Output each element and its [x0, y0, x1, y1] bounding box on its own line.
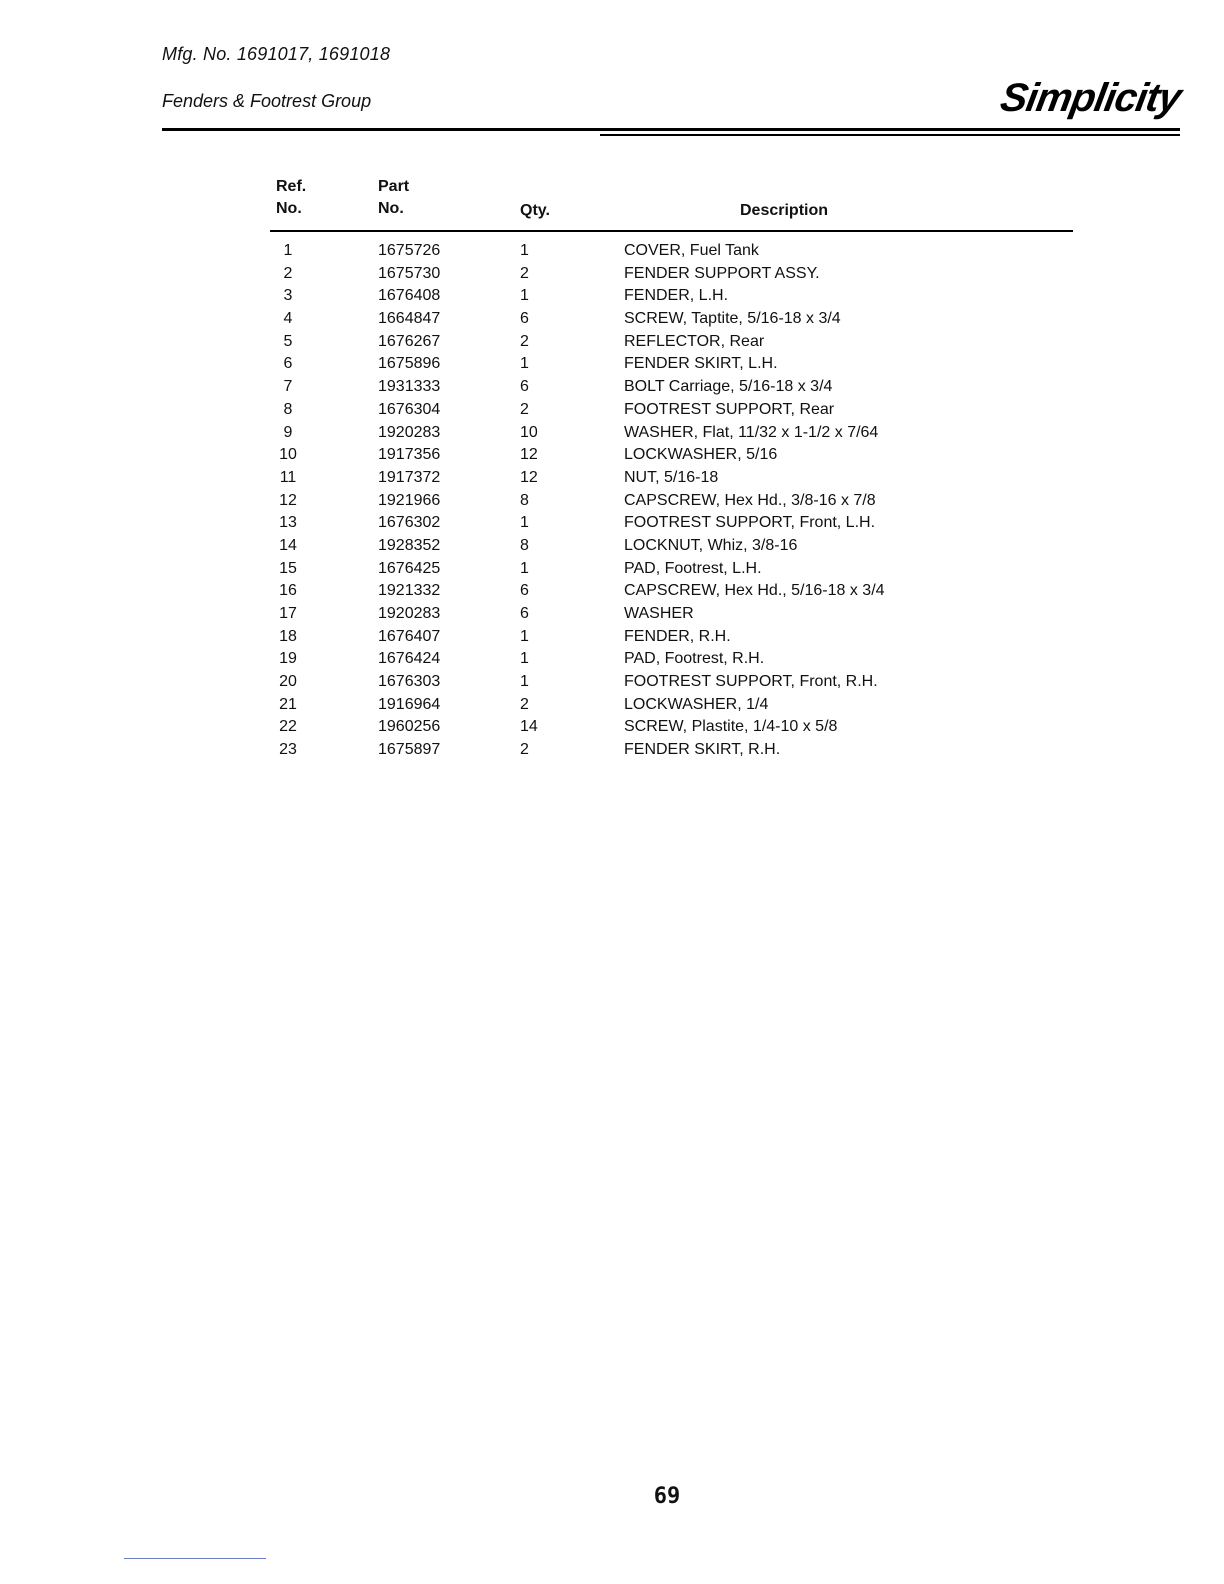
table-row — [270, 535, 1073, 558]
row-ref: 18 — [279, 627, 297, 645]
row-description: SCREW, Taptite, 5/16-18 x 3/4 — [624, 310, 841, 328]
header-rule — [162, 128, 1180, 131]
footer-line — [124, 1558, 266, 1559]
row-ref: 23 — [279, 741, 297, 759]
row-description: FOOTREST SUPPORT, Front, R.H. — [624, 673, 878, 691]
table-row — [270, 648, 1073, 671]
table-row — [270, 694, 1073, 717]
row-qty: 1 — [520, 559, 529, 577]
row-part-number: 1916964 — [378, 695, 441, 713]
row-description: LOCKWASHER, 1/4 — [624, 695, 769, 713]
row-ref: 6 — [283, 355, 293, 373]
row-part-number: 1960256 — [378, 718, 441, 736]
row-ref: 12 — [279, 491, 297, 509]
table-row — [270, 739, 1073, 762]
row-ref: 21 — [279, 695, 297, 713]
row-ref: 19 — [279, 650, 297, 668]
row-description: LOCKNUT, Whiz, 3/8-16 — [624, 536, 798, 554]
row-qty: 2 — [520, 264, 529, 282]
header-ref-line1: Ref. — [276, 178, 307, 195]
table-row — [270, 376, 1073, 399]
row-qty: 1 — [520, 287, 529, 305]
row-description: CAPSCREW, Hex Hd., 5/16-18 x 3/4 — [624, 582, 885, 600]
row-description: PAD, Footrest, R.H. — [624, 650, 765, 668]
row-qty: 2 — [520, 695, 529, 713]
group-title: Fenders & Footrest Group — [162, 91, 372, 111]
table-row — [270, 422, 1073, 445]
table-row — [270, 558, 1073, 581]
table-row — [270, 331, 1073, 354]
row-qty: 8 — [520, 491, 529, 509]
row-part-number: 1928352 — [378, 536, 441, 554]
header-ref — [276, 176, 306, 220]
row-qty: 1 — [520, 650, 529, 668]
table-row — [270, 308, 1073, 331]
row-part-number: 1675897 — [378, 741, 441, 759]
row-ref: 13 — [279, 514, 297, 532]
table-row — [270, 603, 1073, 626]
table-row — [270, 467, 1073, 490]
row-ref: 20 — [279, 673, 297, 691]
row-description: LOCKWASHER, 5/16 — [624, 446, 778, 464]
row-qty: 6 — [520, 310, 529, 328]
row-part-number: 1921332 — [378, 582, 441, 600]
row-qty: 1 — [520, 514, 529, 532]
row-part-number: 1917372 — [378, 468, 441, 486]
row-qty: 14 — [520, 718, 538, 736]
header-qty: Qty. — [520, 202, 550, 219]
header-part-line2: No. — [378, 200, 404, 217]
row-description: FENDER, R.H. — [624, 627, 731, 645]
row-part-number: 1664847 — [378, 310, 441, 328]
row-description: PAD, Footrest, L.H. — [624, 559, 762, 577]
row-description: COVER, Fuel Tank — [624, 242, 759, 259]
row-description: WASHER, Flat, 11/32 x 1-1/2 x 7/64 — [624, 423, 879, 441]
row-qty: 2 — [520, 400, 529, 418]
row-part-number: 1920283 — [378, 605, 441, 622]
row-description: FENDER SUPPORT ASSY. — [624, 264, 820, 282]
table-row — [270, 240, 1073, 263]
row-qty: 6 — [520, 582, 529, 600]
row-description: FOOTREST SUPPORT, Front, L.H. — [624, 514, 876, 532]
header-rule-secondary — [600, 134, 1180, 136]
row-ref: 7 — [283, 378, 293, 396]
table-row — [270, 671, 1073, 694]
row-ref: 10 — [279, 446, 297, 464]
row-qty: 6 — [520, 378, 529, 396]
row-part-number: 1921966 — [378, 491, 441, 509]
row-ref: 16 — [279, 582, 297, 600]
table-row — [270, 444, 1073, 467]
row-description: FENDER SKIRT, L.H. — [624, 355, 778, 373]
row-qty: 1 — [520, 673, 529, 691]
header-description: Description — [740, 202, 829, 219]
row-qty: 12 — [520, 468, 538, 486]
row-ref: 11 — [279, 468, 297, 486]
row-ref: 2 — [283, 264, 293, 282]
table-row — [270, 399, 1073, 422]
table-body — [270, 240, 1073, 762]
table-row — [270, 512, 1073, 535]
mfg-numbers: Mfg. No. 1691017, 1691018 — [162, 44, 391, 64]
header-part-line1: Part — [378, 178, 410, 195]
row-qty: 1 — [520, 242, 529, 259]
row-qty: 6 — [520, 605, 529, 622]
row-qty: 2 — [520, 332, 529, 350]
row-qty: 10 — [520, 423, 538, 441]
row-description: BOLT Carriage, 5/16-18 x 3/4 — [624, 378, 833, 396]
header-ref-line2: No. — [276, 200, 302, 217]
page-number: 69 — [653, 1484, 681, 1509]
row-part-number: 1675726 — [378, 242, 441, 259]
header-part — [378, 176, 409, 220]
table-row — [270, 626, 1073, 649]
row-part-number: 1917356 — [378, 446, 441, 464]
row-qty: 8 — [520, 536, 529, 554]
row-part-number: 1920283 — [378, 423, 441, 441]
row-part-number: 1676424 — [378, 650, 441, 668]
row-description: NUT, 5/16-18 — [624, 468, 719, 486]
row-part-number: 1676267 — [378, 332, 441, 350]
row-part-number: 1931333 — [378, 378, 441, 396]
table-row — [270, 580, 1073, 603]
row-ref: 4 — [283, 310, 293, 328]
row-qty: 1 — [520, 627, 529, 645]
table-row — [270, 490, 1073, 513]
row-description: WASHER — [624, 605, 694, 622]
row-part-number: 1676303 — [378, 673, 441, 691]
row-ref: 3 — [283, 287, 293, 305]
row-part-number: 1675730 — [378, 264, 441, 282]
row-ref: 5 — [283, 332, 293, 350]
row-description: REFLECTOR, Rear — [624, 332, 765, 350]
row-ref: 9 — [283, 423, 293, 441]
row-description: FENDER, L.H. — [624, 287, 729, 305]
row-ref: 17 — [279, 605, 297, 622]
table-row — [270, 353, 1073, 376]
row-description: FOOTREST SUPPORT, Rear — [624, 400, 835, 418]
brand-logo: Simplicity — [997, 76, 1184, 120]
row-part-number: 1676408 — [378, 287, 441, 305]
row-description: FENDER SKIRT, R.H. — [624, 741, 781, 759]
row-ref: 1 — [283, 242, 293, 259]
row-description: SCREW, Plastite, 1/4-10 x 5/8 — [624, 718, 838, 736]
row-part-number: 1676302 — [378, 514, 441, 532]
row-part-number: 1676304 — [378, 400, 441, 418]
row-part-number: 1676407 — [378, 627, 441, 645]
table-header — [270, 174, 1073, 232]
row-ref: 8 — [283, 400, 293, 418]
row-description: CAPSCREW, Hex Hd., 3/8-16 x 7/8 — [624, 491, 876, 509]
table-row — [270, 285, 1073, 308]
parts-table — [270, 174, 1073, 762]
row-ref: 22 — [279, 718, 297, 736]
row-qty: 2 — [520, 741, 529, 759]
row-part-number: 1675896 — [378, 355, 441, 373]
row-part-number: 1676425 — [378, 559, 441, 577]
row-ref: 15 — [279, 559, 297, 577]
row-qty: 1 — [520, 355, 529, 373]
row-qty: 12 — [520, 446, 538, 464]
table-row — [270, 716, 1073, 739]
table-row — [270, 263, 1073, 286]
row-ref: 14 — [279, 536, 297, 554]
